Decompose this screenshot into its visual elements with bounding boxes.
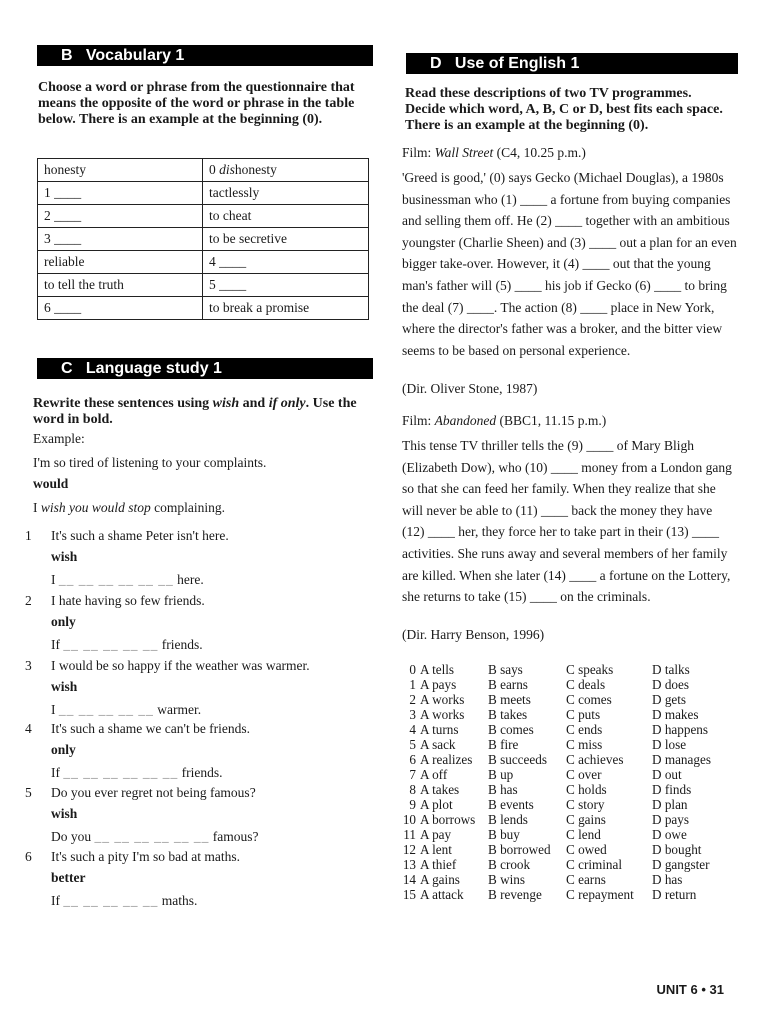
section-c-letter: C: [61, 360, 73, 377]
option-b[interactable]: B events: [488, 797, 534, 812]
option-number: 4: [409, 722, 416, 737]
film2-text: This tense TV thriller tells the (9) ____ of Mary Bligh (Elizabeth Dow), who (10) ____ money from a London gang so that she can feed her family. When they realize that she will never be able to (11) ____ back the money they have (12) ____ her, they force her to take part in their (13) ____ activities. She runs away and several members of her family are killed. When she later (14) ____ a fortune on the Lottery, she returns to take (15) ____ on the criminals.: [402, 438, 732, 605]
option-d[interactable]: D manages: [652, 752, 711, 767]
vocab-row: [38, 205, 369, 228]
option-a[interactable]: A turns: [420, 722, 459, 737]
unit-label: UNIT 6: [656, 982, 698, 997]
answer-start: I: [51, 572, 56, 587]
option-c[interactable]: C puts: [566, 707, 601, 722]
option-b[interactable]: B fire: [488, 737, 519, 752]
item-answer-line: [51, 890, 197, 912]
vocab-row: [38, 274, 369, 297]
option-b[interactable]: B buy: [488, 827, 520, 842]
vocab-cell-left: reliable: [38, 251, 203, 274]
option-d[interactable]: D owe: [652, 827, 687, 842]
section-d-title: Use of English 1: [454, 55, 580, 72]
option-b[interactable]: B meets: [488, 692, 531, 707]
section-b-title: Vocabulary 1: [85, 47, 185, 64]
option-number: 13: [402, 857, 416, 872]
option-row: [394, 662, 711, 677]
option-d[interactable]: D gets: [652, 692, 687, 707]
option-b[interactable]: B says: [488, 662, 523, 677]
option-c[interactable]: C owed: [566, 842, 607, 857]
section-b-header: [37, 45, 373, 66]
option-c[interactable]: C lend: [566, 827, 601, 842]
answer-start: If: [51, 765, 60, 780]
vocab-cell-left: 3 ____: [38, 228, 203, 251]
option-b[interactable]: B borrowed: [488, 842, 551, 857]
option-number: 5: [409, 737, 416, 752]
option-a[interactable]: A works: [420, 692, 465, 707]
option-row: [394, 767, 711, 782]
option-c[interactable]: C holds: [566, 782, 607, 797]
answer-blank[interactable]: __ __ __ __ __: [63, 893, 159, 908]
item-number: 4: [25, 721, 32, 736]
answer-start: If: [51, 893, 60, 908]
option-a[interactable]: A lent: [420, 842, 452, 857]
film2-heading: Film: Abandoned (BBC1, 11.15 p.m.): [402, 413, 607, 428]
item-number: 3: [25, 658, 32, 673]
option-d[interactable]: D talks: [652, 662, 690, 677]
vocab-cell-right: 0 dishonesty: [203, 159, 369, 182]
vocab-row: [38, 228, 369, 251]
option-number: 9: [409, 797, 416, 812]
option-a[interactable]: A plot: [420, 797, 453, 812]
option-d[interactable]: D out: [652, 767, 682, 782]
option-row: [394, 827, 711, 842]
section-c-header: [37, 358, 373, 379]
item-keyword: wish: [51, 806, 78, 821]
answer-end: famous?: [212, 829, 259, 844]
item-number: 5: [25, 785, 32, 800]
option-number: 0: [409, 662, 416, 677]
option-c[interactable]: C comes: [566, 692, 612, 707]
item-sentence: It's such a shame we can't be friends.: [51, 721, 251, 736]
option-a[interactable]: A sack: [420, 737, 456, 752]
option-d[interactable]: D has: [652, 872, 683, 887]
film1-director: (Dir. Oliver Stone, 1987): [402, 381, 538, 396]
film1-text: 'Greed is good,' (0) says Gecko (Michael Douglas), a 1980s businessman who (1) ____ a fortune from buying companies and selling them off. He (2) ____ together with an ambitious youngster (Charlie Sheen) and (3) ____ out a plan for an even bigger take-over. However, it (4) ____ out that the young man's father will (5) ____ his job if Gecko (6) ____ to bring the deal (7) ____. The action (8) ____ place in New York, where the director's father was a broker, and the bitter view seems to be based on personal experience.: [402, 170, 737, 358]
item-keyword: wish: [51, 679, 78, 694]
option-d[interactable]: D lose: [652, 737, 687, 752]
answer-end: maths.: [161, 893, 198, 908]
option-row: [394, 842, 711, 857]
option-a[interactable]: A off: [420, 767, 448, 782]
option-row: [394, 887, 711, 902]
example-answer: I wish you would stop complaining.: [33, 500, 226, 515]
option-number: 11: [403, 827, 416, 842]
option-a[interactable]: A thief: [420, 857, 457, 872]
answer-blank[interactable]: __ __ __ __ __ __: [63, 765, 179, 780]
option-c[interactable]: C achieves: [566, 752, 624, 767]
option-d[interactable]: D plan: [652, 797, 688, 812]
option-row: [394, 692, 711, 707]
option-d[interactable]: D gangster: [652, 857, 710, 872]
vocab-row: [38, 251, 369, 274]
vocab-instruction: Choose a word or phrase from the questionnaire that means the opposite of the word or phrase in the table below. There is an example at the beginning (0).: [38, 80, 355, 127]
vocab-row: [38, 159, 369, 182]
option-a[interactable]: A attack: [420, 887, 464, 902]
item-answer-line: [51, 762, 223, 784]
option-number: 8: [409, 782, 416, 797]
answer-start: If: [51, 637, 60, 652]
option-d[interactable]: D makes: [652, 707, 699, 722]
item-sentence: Do you ever regret not being famous?: [51, 785, 256, 800]
option-a[interactable]: A borrows: [420, 812, 476, 827]
item-keyword: only: [51, 742, 76, 757]
vocab-cell-right: 5 ____: [203, 274, 369, 297]
section-d-letter: D: [430, 55, 442, 72]
option-row: [394, 872, 711, 887]
option-d[interactable]: D happens: [652, 722, 709, 737]
item-keyword: wish: [51, 549, 78, 564]
vocab-cell-right: tactlessly: [203, 182, 369, 205]
option-row: [394, 797, 711, 812]
answer-end: friends.: [161, 637, 203, 652]
vocab-cell-left: 2 ____: [38, 205, 203, 228]
option-number: 14: [402, 872, 416, 887]
vocab-cell-right: to cheat: [203, 205, 369, 228]
option-c[interactable]: C speaks: [566, 662, 614, 677]
option-c[interactable]: C gains: [566, 812, 606, 827]
vocab-cell-left: 6 ____: [38, 297, 203, 320]
option-number: 3: [409, 707, 416, 722]
option-number: 7: [409, 767, 416, 782]
option-b[interactable]: B up: [488, 767, 514, 782]
option-row: [394, 782, 711, 797]
option-a[interactable]: A tells: [420, 662, 455, 677]
option-row: [394, 677, 711, 692]
example-word: would: [33, 476, 69, 491]
section-b-letter: B: [61, 47, 73, 64]
option-a[interactable]: A realizes: [420, 752, 473, 767]
option-a[interactable]: A pays: [420, 677, 457, 692]
item-answer-line: [51, 569, 204, 591]
option-c[interactable]: C ends: [566, 722, 603, 737]
item-number: 6: [25, 849, 32, 864]
answer-start: Do you: [51, 829, 92, 844]
option-c[interactable]: C deals: [566, 677, 606, 692]
answer-end: here.: [177, 572, 204, 587]
answer-start: I: [51, 702, 56, 717]
vocab-cell-left: to tell the truth: [38, 274, 203, 297]
answer-end: friends.: [181, 765, 223, 780]
option-row: [394, 752, 711, 767]
page-number: 31: [709, 982, 724, 997]
item-keyword: only: [51, 614, 76, 629]
vocab-cell-right: to break a promise: [203, 297, 369, 320]
option-c[interactable]: C story: [566, 797, 605, 812]
item-sentence: I would be so happy if the weather was warmer.: [51, 658, 310, 673]
option-c[interactable]: C miss: [566, 737, 603, 752]
option-c[interactable]: C criminal: [566, 857, 623, 872]
item-answer-line: [51, 634, 203, 656]
vocab-row: [38, 182, 369, 205]
item-sentence: It's such a pity I'm so bad at maths.: [51, 849, 240, 864]
film2-director: (Dir. Harry Benson, 1996): [402, 627, 545, 642]
option-d[interactable]: D finds: [652, 782, 692, 797]
option-a[interactable]: A gains: [420, 872, 460, 887]
option-b[interactable]: B has: [488, 782, 518, 797]
item-keyword: better: [51, 870, 86, 885]
answer-blank[interactable]: __ __ __ __ __ __: [94, 829, 210, 844]
option-b[interactable]: B succeeds: [488, 752, 547, 767]
page-footer: [657, 982, 724, 997]
item-sentence: It's such a shame Peter isn't here.: [51, 528, 229, 543]
section-c-title: Language study 1: [85, 360, 222, 377]
option-d[interactable]: D bought: [652, 842, 702, 857]
option-a[interactable]: A works: [420, 707, 465, 722]
option-d[interactable]: D pays: [652, 812, 689, 827]
option-b[interactable]: B earns: [488, 677, 528, 692]
option-b[interactable]: B comes: [488, 722, 534, 737]
option-b[interactable]: B crook: [488, 857, 531, 872]
option-row: [394, 812, 711, 827]
option-number: 15: [402, 887, 416, 902]
item-sentence: I hate having so few friends.: [51, 593, 205, 608]
options-table: [394, 662, 711, 902]
option-c[interactable]: C repayment: [566, 887, 634, 902]
item-answer-line: [51, 826, 258, 848]
vocab-cell-right: 4 ____: [203, 251, 369, 274]
vocab-cell-left: honesty: [38, 159, 203, 182]
vocab-table: [37, 158, 369, 320]
item-number: 1: [25, 528, 32, 543]
option-row: [394, 722, 711, 737]
option-b[interactable]: B takes: [488, 707, 528, 722]
example-sentence: I'm so tired of listening to your complaints.: [33, 455, 267, 470]
option-number: 1: [409, 677, 416, 692]
option-b[interactable]: B revenge: [488, 887, 542, 902]
footer-bullet: •: [701, 982, 706, 997]
answer-blank[interactable]: __ __ __ __ __: [63, 637, 159, 652]
option-row: [394, 737, 711, 752]
option-d[interactable]: D return: [652, 887, 697, 902]
vocab-row: [38, 297, 369, 320]
option-b[interactable]: B lends: [488, 812, 528, 827]
option-c[interactable]: C earns: [566, 872, 606, 887]
answer-blank[interactable]: __ __ __ __ __ __: [58, 572, 174, 587]
option-number: 6: [409, 752, 416, 767]
vocab-cell-left: 1 ____: [38, 182, 203, 205]
answer-blank[interactable]: __ __ __ __ __: [58, 702, 154, 717]
option-a[interactable]: A pay: [420, 827, 452, 842]
option-number: 10: [402, 812, 416, 827]
film1-heading: Film: Wall Street (C4, 10.25 p.m.): [402, 145, 586, 160]
option-number: 12: [402, 842, 416, 857]
section-d-header: [406, 53, 738, 74]
option-a[interactable]: A takes: [420, 782, 460, 797]
option-c[interactable]: C over: [566, 767, 602, 782]
lang-instruction: Rewrite these sentences using wish and if only. Use the word in bold.: [33, 396, 357, 427]
option-row: [394, 857, 711, 872]
example-label: Example:: [33, 431, 85, 446]
option-row: [394, 707, 711, 722]
english-instruction: Read these descriptions of two TV programmes. Decide which word, A, B, C or D, best fits each space. There is an example at the beginning (0).: [405, 86, 723, 133]
option-number: 2: [409, 692, 416, 707]
vocab-cell-right: to be secretive: [203, 228, 369, 251]
answer-end: warmer.: [157, 702, 202, 717]
item-number: 2: [25, 593, 32, 608]
option-d[interactable]: D does: [652, 677, 689, 692]
option-b[interactable]: B wins: [488, 872, 526, 887]
